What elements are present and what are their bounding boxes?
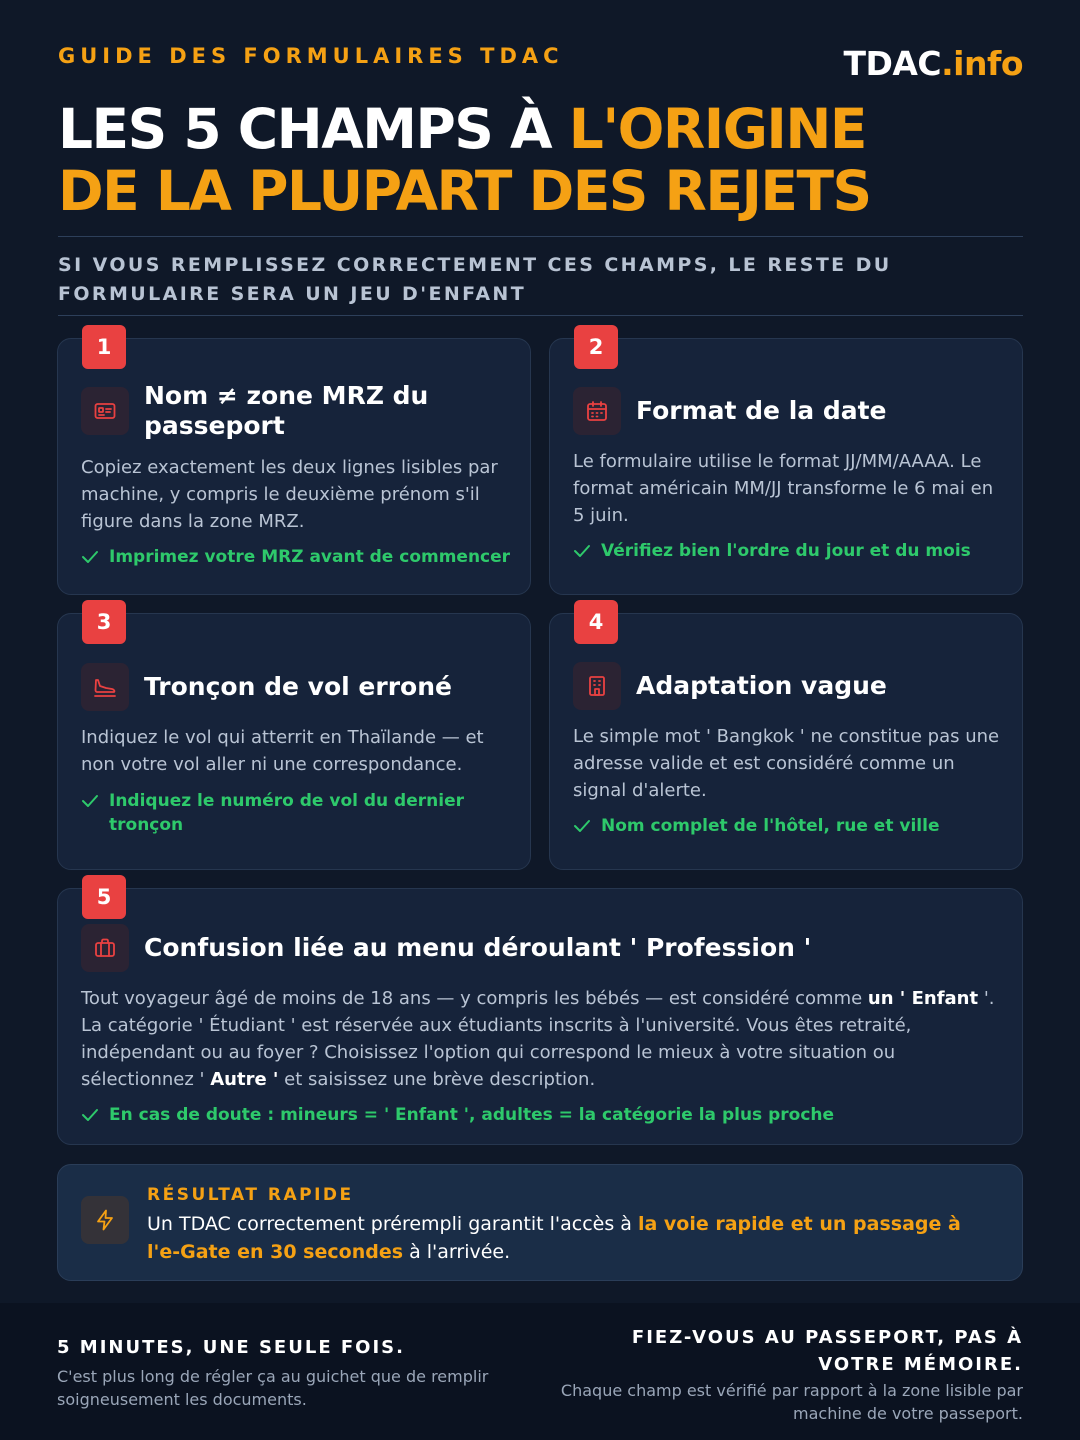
lightning-icon	[81, 1196, 129, 1244]
card-mrz-name	[57, 335, 531, 595]
card-tip	[81, 1103, 981, 1127]
card-tip	[81, 545, 511, 569]
page-title	[58, 98, 1038, 222]
card-description: Copiez exactement les deux lignes lisibles par machine, y compris le deuxième prénom s'il figure dans la zone MRZ.	[81, 457, 498, 532]
card-tip-text: Indiquez le numéro de vol du dernier tronçon	[109, 791, 464, 835]
card-tip-text: Nom complet de l'hôtel, rue et ville	[601, 816, 940, 836]
card-tip-text: Imprimez votre MRZ avant de commencer	[109, 547, 511, 567]
title-part1: LES 5 CHAMPS À	[58, 97, 569, 161]
result-label: RÉSULTAT RAPIDE	[147, 1185, 354, 1205]
card-tip-text: Vérifiez bien l'ordre du jour et du mois	[601, 541, 971, 561]
card-number-badge: 1	[82, 325, 126, 369]
card-number-badge: 2	[574, 325, 618, 369]
check-icon	[81, 549, 99, 565]
id-card-icon	[81, 387, 129, 435]
desc-text: '. La catégorie ' Étudiant ' est réservée aux étudiants inscrits à l'université. Vous êtes retraité, indépendant ou au foyer ? Choisissez l'option qui correspond le mieux à votre situation ou sélectionnez '	[81, 988, 995, 1090]
page-subtitle: SI VOUS REMPLISSEZ CORRECTEMENT CES CHAMPS, LE RESTE DU FORMULAIRE SERA UN JEU D'ENFANT	[58, 254, 892, 305]
result-text-part: Un TDAC correctement prérempli garantit l'accès à	[147, 1213, 638, 1235]
quick-result-panel	[57, 1164, 1023, 1281]
title-highlight1: L'ORIGINE	[568, 97, 866, 161]
divider-bottom	[58, 315, 1023, 316]
brand-accent: .info	[941, 44, 1023, 83]
building-icon	[573, 662, 621, 710]
card-number-badge: 5	[82, 875, 126, 919]
card-tip	[573, 814, 1003, 838]
calendar-icon	[573, 387, 621, 435]
plane-landing-icon	[81, 663, 129, 711]
desc-bold-enfant: un ' Enfant	[867, 988, 979, 1009]
check-icon	[81, 1107, 99, 1123]
card-title: Nom ≠ zone MRZ du passeport	[144, 381, 429, 440]
desc-bold-autre: Autre '	[210, 1069, 279, 1090]
briefcase-icon	[81, 924, 129, 972]
card-number-badge: 3	[82, 600, 126, 644]
footer-right-title: FIEZ-VOUS AU PASSEPORT, PAS À VOTRE MÉMOIRE.	[631, 1327, 1023, 1375]
result-text-highlight: la voie rapide et un passage à l'e-Gate en 30 secondes	[147, 1213, 961, 1263]
brand-logo[interactable]	[843, 44, 1023, 83]
card-description: Le simple mot ' Bangkok ' ne constitue pas une adresse valide et est considéré comme un signal d'alerte.	[573, 726, 1000, 801]
footer-left-text: C'est plus long de régler ça au guichet que de remplir soigneusement les documents.	[57, 1367, 489, 1409]
guide-kicker: GUIDE DES FORMULAIRES TDAC	[58, 44, 564, 68]
divider-top	[58, 236, 1023, 237]
card-number-badge: 4	[574, 600, 618, 644]
card-tip	[81, 789, 501, 837]
desc-text: et saisissez une brève description.	[278, 1069, 596, 1090]
check-icon	[573, 543, 591, 559]
card-flight-leg	[57, 610, 531, 870]
title-highlight2: DE LA PLUPART DES REJETS	[58, 159, 871, 223]
card-accommodation	[549, 610, 1023, 870]
card-tip-text: En cas de doute : mineurs = ' Enfant ', adultes = la catégorie la plus proche	[109, 1105, 835, 1125]
result-text	[147, 1210, 997, 1266]
footer-left-title: 5 MINUTES, UNE SEULE FOIS.	[57, 1337, 405, 1358]
desc-text: Tout voyageur âgé de moins de 18 ans — y compris les bébés — est considéré comme	[81, 988, 868, 1009]
card-title: Format de la date	[636, 396, 887, 425]
card-title: Adaptation vague	[636, 671, 887, 700]
check-icon	[573, 818, 591, 834]
card-date-format	[549, 335, 1023, 595]
card-description: Indiquez le vol qui atterrit en Thaïlande — et non votre vol aller ni une correspondance.	[81, 727, 484, 775]
card-title: Confusion liée au menu déroulant ' Profession '	[144, 933, 812, 962]
footer-right-text: Chaque champ est vérifié par rapport à la zone lisible par machine de votre passeport.	[560, 1381, 1023, 1423]
card-title: Tronçon de vol erroné	[144, 672, 452, 701]
check-icon	[81, 793, 99, 809]
result-text-part: à l'arrivée.	[403, 1241, 511, 1263]
card-profession-dropdown	[57, 885, 1023, 1145]
brand-main: TDAC	[843, 44, 942, 83]
footer	[0, 1303, 1080, 1440]
card-description	[81, 985, 1001, 1093]
card-description: Le formulaire utilise le format JJ/MM/AAAA. Le format américain MM/JJ transforme le 6 mai en 5 juin.	[573, 451, 994, 526]
card-tip	[573, 539, 1003, 563]
